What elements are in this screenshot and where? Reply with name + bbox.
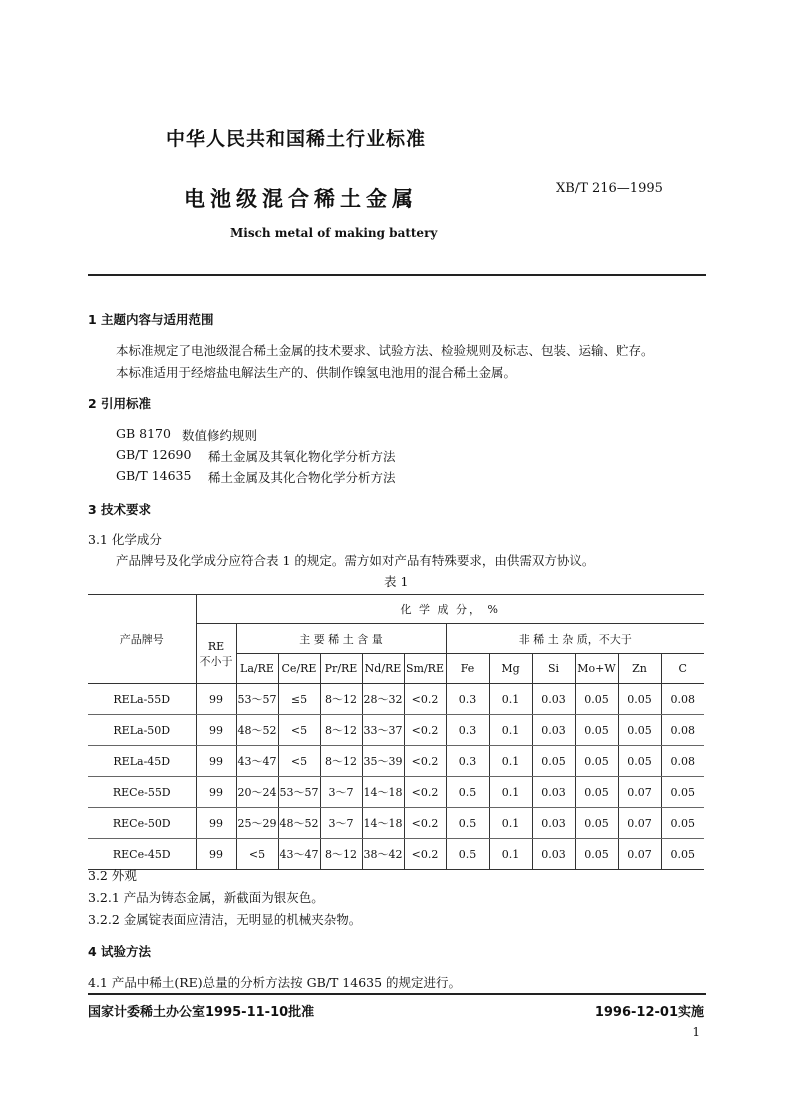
header-main-re: 主 要 稀 土 含 量 xyxy=(236,624,446,654)
column-header: Zn xyxy=(618,654,661,684)
cell: 0.5 xyxy=(446,839,489,870)
cell: <5 xyxy=(236,839,278,870)
cell: 0.05 xyxy=(575,777,618,808)
header-impurities: 非 稀 土 杂 质，不大于 xyxy=(446,624,704,654)
column-header: Pr/RE xyxy=(320,654,362,684)
column-header: C xyxy=(661,654,704,684)
ref-code: GB/T 14635 xyxy=(116,468,192,483)
cell: 0.05 xyxy=(575,746,618,777)
approval-note: 国家计委稀土办公室1995-11-10批准 xyxy=(88,1005,315,1020)
cell: 0.05 xyxy=(661,808,704,839)
cell: 0.3 xyxy=(446,746,489,777)
cell: 0.03 xyxy=(532,777,575,808)
cell: 0.05 xyxy=(575,684,618,715)
cell: 99 xyxy=(196,684,236,715)
footer-divider xyxy=(88,993,706,995)
cell: 43～47 xyxy=(278,839,320,870)
column-header: Si xyxy=(532,654,575,684)
ref-code: GB/T 12690 xyxy=(116,447,192,462)
cell: 25～29 xyxy=(236,808,278,839)
cell: 53～57 xyxy=(278,777,320,808)
cell: 0.3 xyxy=(446,715,489,746)
section-2-heading: 2 引用标准 xyxy=(88,396,152,411)
cell: 0.1 xyxy=(489,777,532,808)
cell: 0.05 xyxy=(575,808,618,839)
cell: 99 xyxy=(196,808,236,839)
page-number: 1 xyxy=(692,1025,700,1039)
table-caption: 表 1 xyxy=(384,574,409,589)
cell: 0.07 xyxy=(618,808,661,839)
column-header: Nd/RE xyxy=(362,654,404,684)
section-3-1-text: 产品牌号及化学成分应符合表 1 的规定。需方如对产品有特殊要求，由供需双方协议。 xyxy=(116,553,595,568)
composition-table xyxy=(88,594,704,870)
cell: ≤5 xyxy=(278,684,320,715)
header-re xyxy=(196,624,236,684)
header-composition: 化 学 成 分， % xyxy=(196,595,704,624)
cell: 0.03 xyxy=(532,715,575,746)
ref-title: 稀土金属及其化合物化学分析方法 xyxy=(208,470,396,485)
cell: 0.03 xyxy=(532,684,575,715)
cell: <0.2 xyxy=(404,808,446,839)
cell: 99 xyxy=(196,839,236,870)
section-1-heading: 1 主题内容与适用范围 xyxy=(88,312,214,327)
section-1-paragraph-2: 本标准适用于经熔盐电解法生产的、供制作镍氢电池用的混合稀土金属。 xyxy=(116,365,517,380)
section-4-1: 4.1 产品中稀土(RE)总量的分析方法按 GB/T 14635 的规定进行。 xyxy=(88,975,462,990)
column-header: Fe xyxy=(446,654,489,684)
cell: 8～12 xyxy=(320,839,362,870)
cell: 14～18 xyxy=(362,808,404,839)
cell: 0.5 xyxy=(446,808,489,839)
section-3-2-2: 3.2.2 金属锭表面应清洁，无明显的机械夹杂物。 xyxy=(88,912,362,927)
cell: RELa-50D xyxy=(88,715,196,746)
cell: 14～18 xyxy=(362,777,404,808)
cell: RECe-55D xyxy=(88,777,196,808)
cell: 0.1 xyxy=(489,715,532,746)
table-row xyxy=(88,746,704,777)
cell: 0.05 xyxy=(618,715,661,746)
section-1-paragraph-1: 本标准规定了电池级混合稀土金属的技术要求、试验方法、检验规则及标志、包装、运输、贮存。 xyxy=(116,343,654,358)
table-row xyxy=(88,684,704,715)
cell: <5 xyxy=(278,746,320,777)
section-3-2-heading: 3.2 外观 xyxy=(88,868,137,883)
cell: 99 xyxy=(196,715,236,746)
cell: 0.1 xyxy=(489,839,532,870)
cell: 3～7 xyxy=(320,808,362,839)
header-re-line2: 不小于 xyxy=(199,654,233,668)
doc-title-english: Misch metal of making battery xyxy=(230,226,438,240)
cell: 0.05 xyxy=(661,839,704,870)
cell: 0.08 xyxy=(661,746,704,777)
cell: 3～7 xyxy=(320,777,362,808)
cell: 0.05 xyxy=(532,746,575,777)
cell: 0.07 xyxy=(618,839,661,870)
cell: 43～47 xyxy=(236,746,278,777)
cell: RECe-45D xyxy=(88,839,196,870)
cell: <0.2 xyxy=(404,684,446,715)
cell: 53～57 xyxy=(236,684,278,715)
ref-code: GB 8170 xyxy=(116,426,171,441)
cell: 0.05 xyxy=(618,746,661,777)
cell: 0.1 xyxy=(489,746,532,777)
cell: 0.1 xyxy=(489,808,532,839)
cell: 0.05 xyxy=(575,715,618,746)
cell: <0.2 xyxy=(404,777,446,808)
cell: 48～52 xyxy=(278,808,320,839)
table-row xyxy=(88,808,704,839)
cell: 0.05 xyxy=(618,684,661,715)
cell: 99 xyxy=(196,777,236,808)
cell: <0.2 xyxy=(404,839,446,870)
section-3-1-heading: 3.1 化学成分 xyxy=(88,532,162,547)
column-header: Sm/RE xyxy=(404,654,446,684)
ref-title: 稀土金属及其氧化物化学分析方法 xyxy=(208,449,396,464)
cell: 20～24 xyxy=(236,777,278,808)
section-4-heading: 4 试验方法 xyxy=(88,944,152,959)
cell: 0.03 xyxy=(532,839,575,870)
column-header: La/RE xyxy=(236,654,278,684)
header-grade: 产品牌号 xyxy=(88,595,196,684)
cell: 0.1 xyxy=(489,684,532,715)
cell: 28～32 xyxy=(362,684,404,715)
standard-number: XB/T 216—1995 xyxy=(556,181,663,196)
column-header: Ce/RE xyxy=(278,654,320,684)
column-header: Mg xyxy=(489,654,532,684)
ref-title: 数值修约规则 xyxy=(182,428,258,443)
cell: RECe-50D xyxy=(88,808,196,839)
cell: 0.03 xyxy=(532,808,575,839)
cell: 0.05 xyxy=(661,777,704,808)
section-3-2-1: 3.2.1 产品为铸态金属，新截面为银灰色。 xyxy=(88,890,324,905)
cell: 0.08 xyxy=(661,715,704,746)
cell: 0.3 xyxy=(446,684,489,715)
cell: <0.2 xyxy=(404,715,446,746)
section-3-heading: 3 技术要求 xyxy=(88,502,152,517)
cell: 0.05 xyxy=(575,839,618,870)
table-row xyxy=(88,715,704,746)
table-row xyxy=(88,839,704,870)
header-re-line1: RE xyxy=(207,639,225,653)
org-title: 中华人民共和国稀土行业标准 xyxy=(166,128,427,150)
cell: 33～37 xyxy=(362,715,404,746)
doc-title: 电池级混合稀土金属 xyxy=(184,187,418,211)
cell: 99 xyxy=(196,746,236,777)
cell: 48～52 xyxy=(236,715,278,746)
cell: 8～12 xyxy=(320,715,362,746)
cell: RELa-55D xyxy=(88,684,196,715)
column-header: Mo+W xyxy=(575,654,618,684)
cell: 0.07 xyxy=(618,777,661,808)
cell: <5 xyxy=(278,715,320,746)
cell: <0.2 xyxy=(404,746,446,777)
cell: 0.5 xyxy=(446,777,489,808)
effective-date: 1996-12-01实施 xyxy=(594,1005,704,1020)
cell: 35～39 xyxy=(362,746,404,777)
cell: 0.08 xyxy=(661,684,704,715)
cell: 8～12 xyxy=(320,746,362,777)
cell: 38～42 xyxy=(362,839,404,870)
cell: RELa-45D xyxy=(88,746,196,777)
cell: 8～12 xyxy=(320,684,362,715)
header-divider xyxy=(88,274,706,276)
table-row xyxy=(88,777,704,808)
